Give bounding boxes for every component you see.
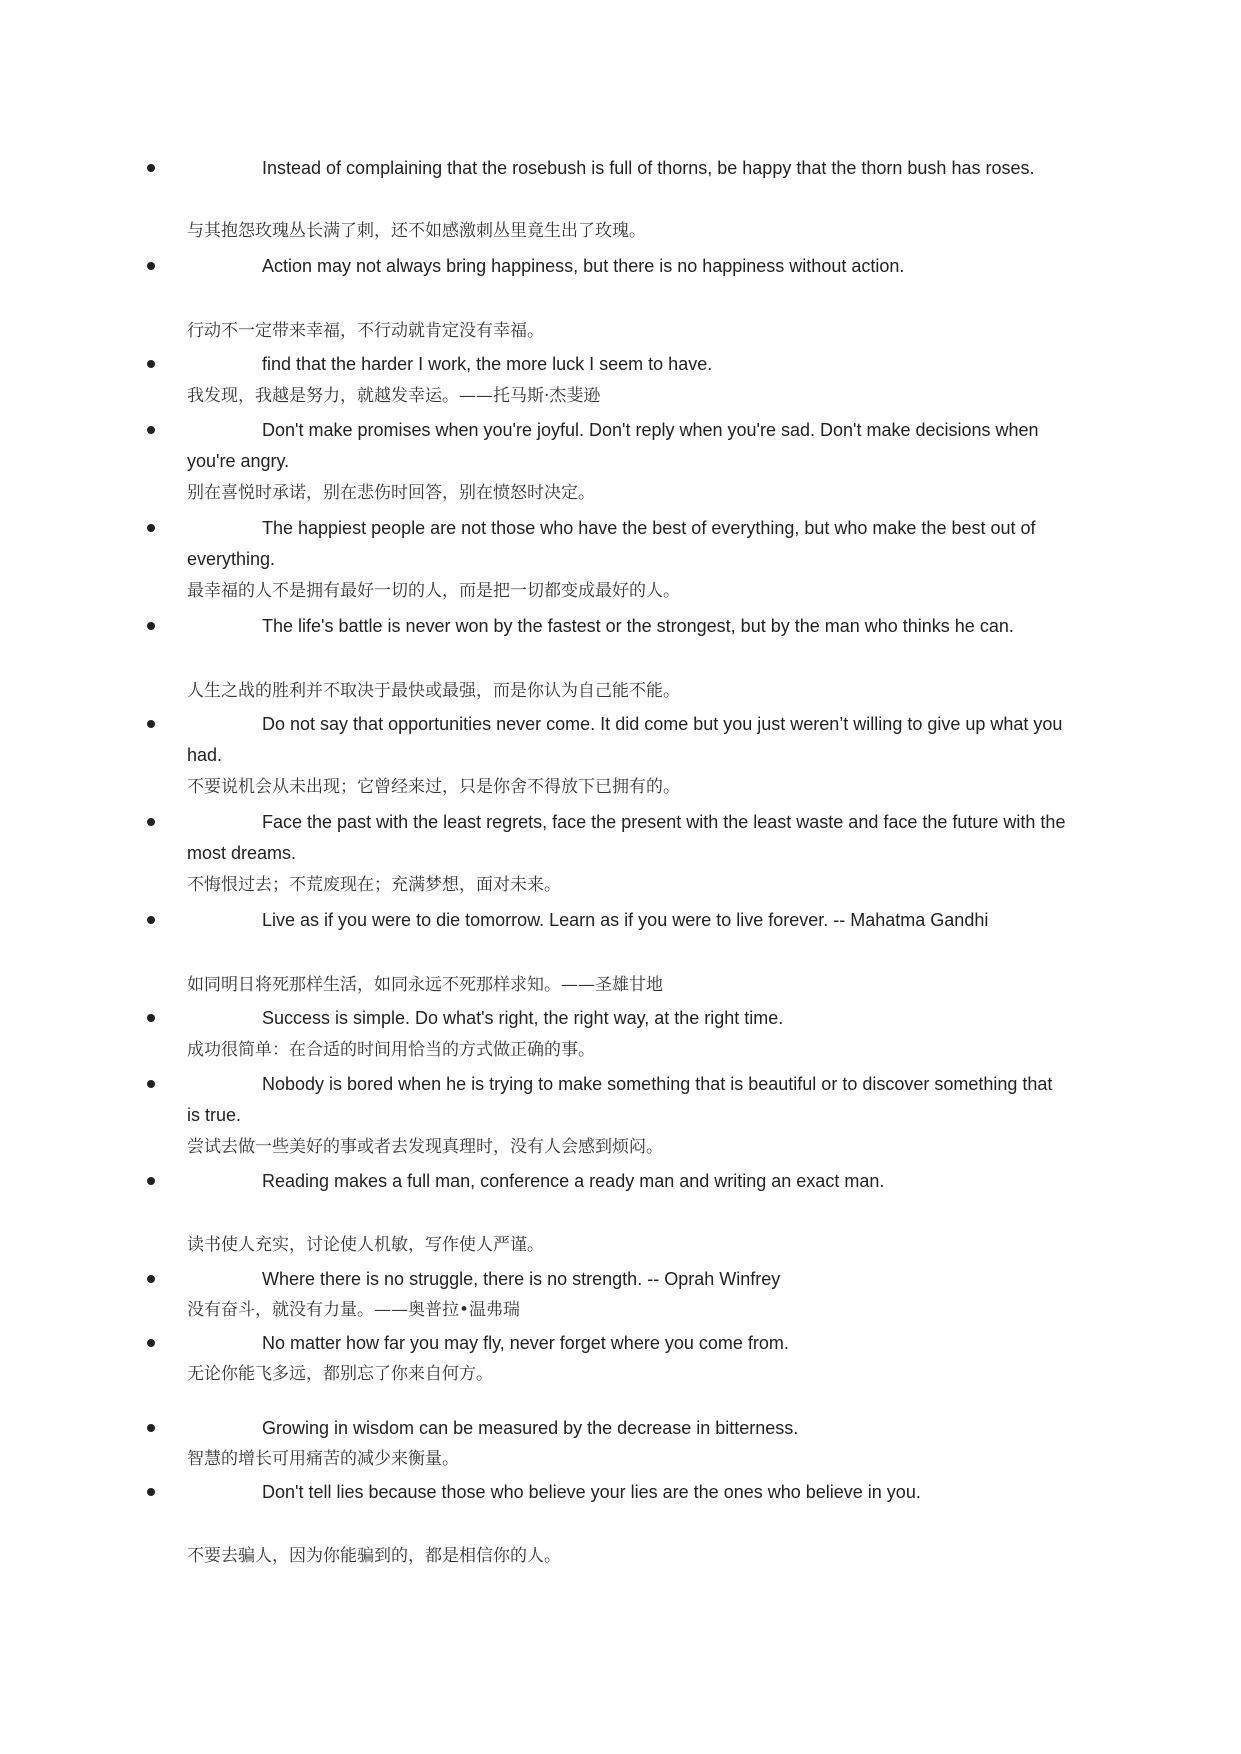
quote-english: The life's battle is never won by the fastest or the strongest, but by the man who thinks he can. — [262, 616, 1014, 636]
list-bullet — [147, 1177, 155, 1185]
quote-english: Face the past with the least regrets, face the present with the least waste and face the future with the most dreams. — [187, 812, 1066, 863]
list-bullet — [147, 360, 155, 368]
list-bullet — [147, 1339, 155, 1347]
quote-english: Where there is no struggle, there is no strength. -- Oprah Winfrey — [262, 1269, 781, 1289]
quote-chinese: 不要去骗人，因为你能骗到的，都是相信你的人。 — [187, 1546, 561, 1566]
list-bullet — [147, 262, 155, 270]
quote-chinese: 别在喜悦时承诺，别在悲伤时回答，别在愤怒时决定。 — [187, 483, 595, 503]
quote-chinese: 最幸福的人不是拥有最好一切的人，而是把一切都变成最好的人。 — [187, 581, 680, 601]
quote-chinese: 没有奋斗，就没有力量。——奥普拉•温弗瑞 — [187, 1300, 521, 1320]
quote-chinese: 与其抱怨玫瑰丛长满了刺，还不如感激刺丛里竟生出了玫瑰。 — [187, 221, 646, 241]
list-bullet — [147, 426, 155, 434]
list-bullet — [147, 720, 155, 728]
quote-chinese: 行动不一定带来幸福，不行动就肯定没有幸福。 — [187, 321, 544, 341]
quote-chinese: 尝试去做一些美好的事或者去发现真理时，没有人会感到烦闷。 — [187, 1137, 663, 1157]
list-bullet — [147, 1275, 155, 1283]
list-bullet — [147, 164, 155, 172]
quote-chinese: 成功很简单：在合适的时间用恰当的方式做正确的事。 — [187, 1040, 595, 1060]
list-bullet — [147, 916, 155, 924]
quote-english: Don't make promises when you're joyful. Don't reply when you're sad. Don't make decisions when you're angry. — [187, 420, 1039, 471]
list-bullet — [147, 622, 155, 630]
quote-english: find that the harder I work, the more luck I seem to have. — [262, 354, 713, 374]
quote-english: Live as if you were to die tomorrow. Learn as if you were to live forever. -- Mahatma Gandhi — [262, 910, 989, 930]
quote-chinese: 智慧的增长可用痛苦的减少来衡量。 — [187, 1449, 459, 1469]
list-bullet — [147, 818, 155, 826]
quote-chinese: 如同明日将死那样生活，如同永远不死那样求知。——圣雄甘地 — [187, 975, 663, 995]
quote-english: Action may not always bring happiness, but there is no happiness without action. — [262, 256, 905, 276]
list-bullet — [147, 1424, 155, 1432]
quote-chinese: 不要说机会从未出现；它曾经来过，只是你舍不得放下已拥有的。 — [187, 777, 680, 797]
list-bullet — [147, 1014, 155, 1022]
quote-chinese: 我发现，我越是努力，就越发幸运。——托马斯·杰斐逊 — [187, 386, 601, 406]
quote-english: Instead of complaining that the rosebush is full of thorns, be happy that the thorn bush has roses. — [262, 158, 1035, 178]
quote-english: Success is simple. Do what's right, the right way, at the right time. — [262, 1008, 784, 1028]
quote-english: No matter how far you may fly, never forget where you come from. — [262, 1333, 789, 1353]
quote-english: The happiest people are not those who have the best of everything, but who make the best out of everything. — [187, 518, 1036, 569]
quote-english: Nobody is bored when he is trying to make something that is beautiful or to discover something that is true. — [187, 1074, 1053, 1125]
quote-chinese: 不悔恨过去；不荒废现在；充满梦想，面对未来。 — [187, 875, 561, 895]
list-bullet — [147, 1080, 155, 1088]
quote-english: Reading makes a full man, conference a ready man and writing an exact man. — [262, 1171, 885, 1191]
quote-chinese: 人生之战的胜利并不取决于最快或最强，而是你认为自己能不能。 — [187, 681, 680, 701]
list-bullet — [147, 524, 155, 532]
quote-english: Do not say that opportunities never come. It did come but you just weren’t willing to give up what you had. — [187, 714, 1063, 765]
quote-english: Growing in wisdom can be measured by the decrease in bitterness. — [262, 1418, 799, 1438]
quote-chinese: 无论你能飞多远，都别忘了你来自何方。 — [187, 1364, 493, 1384]
list-bullet — [147, 1488, 155, 1496]
quote-english: Don't tell lies because those who believe your lies are the ones who believe in you. — [262, 1482, 921, 1502]
quote-chinese: 读书使人充实，讨论使人机敏，写作使人严谨。 — [187, 1235, 544, 1255]
